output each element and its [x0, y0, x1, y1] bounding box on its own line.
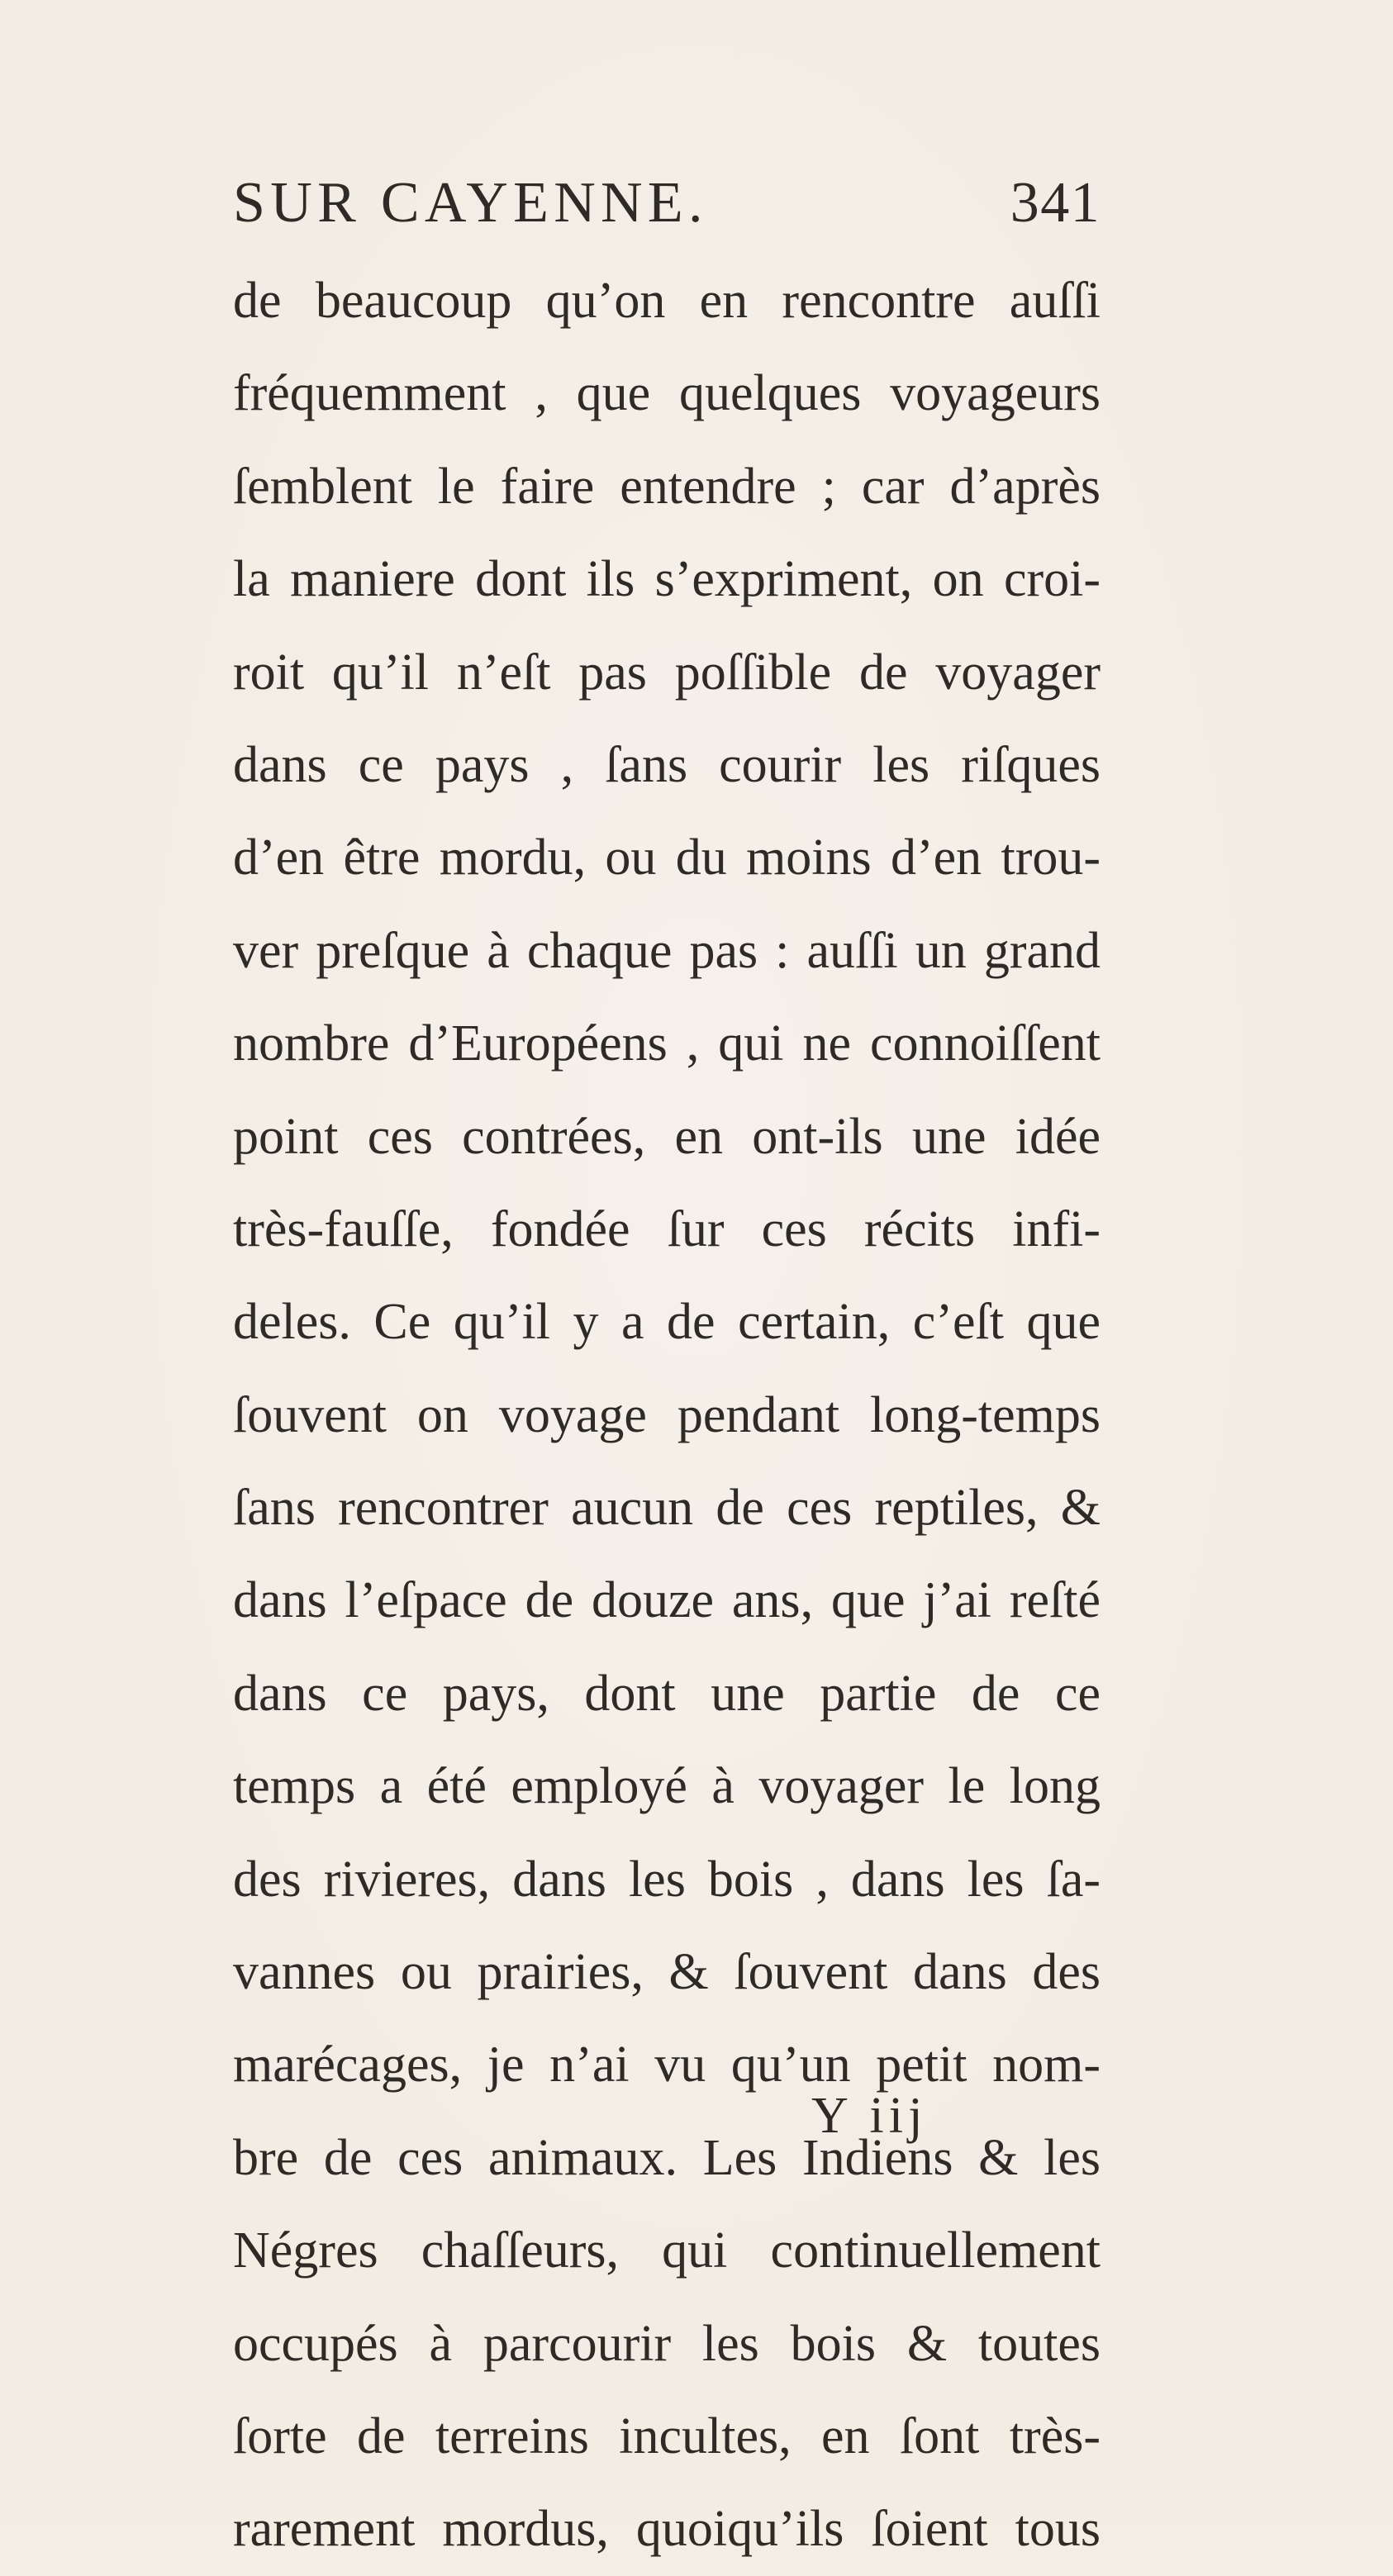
text-line: ſouvent on voyage pendant long-temps [233, 1386, 1101, 1443]
text-line: dans ce pays, dont une partie de ce [233, 1665, 1101, 1722]
text-line: temps a été employé à voyager le long [233, 1758, 1101, 1815]
text-line: occupés à parcourir les bois & toutes [233, 2315, 1101, 2372]
body-text [233, 254, 1101, 2576]
text-line: des rivieres, dans les bois , dans les ſa- [233, 1851, 1101, 1908]
text-line: point ces contrées, en ont-ils une idée [233, 1108, 1101, 1165]
text-line: bre de ces animaux. Les Indiens & les [233, 2129, 1101, 2186]
text-line: ver preſque à chaque pas : auſſi un grand [233, 922, 1101, 979]
text-line: marécages, je n’ai vu qu’un petit nom- [233, 2037, 1101, 2094]
running-title: SUR CAYENNE. [233, 171, 708, 235]
text-line: la maniere dont ils s’expriment, on croi- [233, 551, 1101, 608]
text-line: d’en être mordu, ou du moins d’en trou- [233, 829, 1101, 886]
text-line: Négres chaſſeurs, qui continuellement [233, 2222, 1101, 2279]
text-line: roit qu’il n’eſt pas poſſible de voyager [233, 644, 1101, 701]
text-line: ſemblent le faire entendre ; car d’après [233, 458, 1101, 515]
page-number: 341 [1010, 171, 1101, 235]
text-line: nombre d’Européens , qui ne connoiſſent [233, 1015, 1101, 1072]
text-line: dans ce pays , ſans courir les riſques [233, 736, 1101, 793]
text-line: très-fauſſe, fondée ſur ces récits infi- [233, 1200, 1101, 1257]
text-line: deles. Ce qu’il y a de certain, c’eſt que [233, 1294, 1101, 1351]
text-line: rarement mordus, quoiqu’ils ſoient tous [233, 2501, 1101, 2558]
text-line: ſorte de terreins incultes, en ſont très- [233, 2407, 1101, 2464]
text-line: de beaucoup qu’on en rencontre auſſi [233, 273, 1101, 329]
signature-mark: Y iij [811, 2088, 928, 2144]
text-line: dans l’eſpace de douze ans, que j’ai reſté [233, 1572, 1101, 1629]
text-line: fréquemment , que quelques voyageurs [233, 365, 1101, 422]
text-line: ſans rencontrer aucun de ces reptiles, & [233, 1480, 1101, 1537]
text-line: vannes ou prairies, & ſouvent dans des [233, 1944, 1101, 2001]
running-head [233, 170, 1101, 245]
